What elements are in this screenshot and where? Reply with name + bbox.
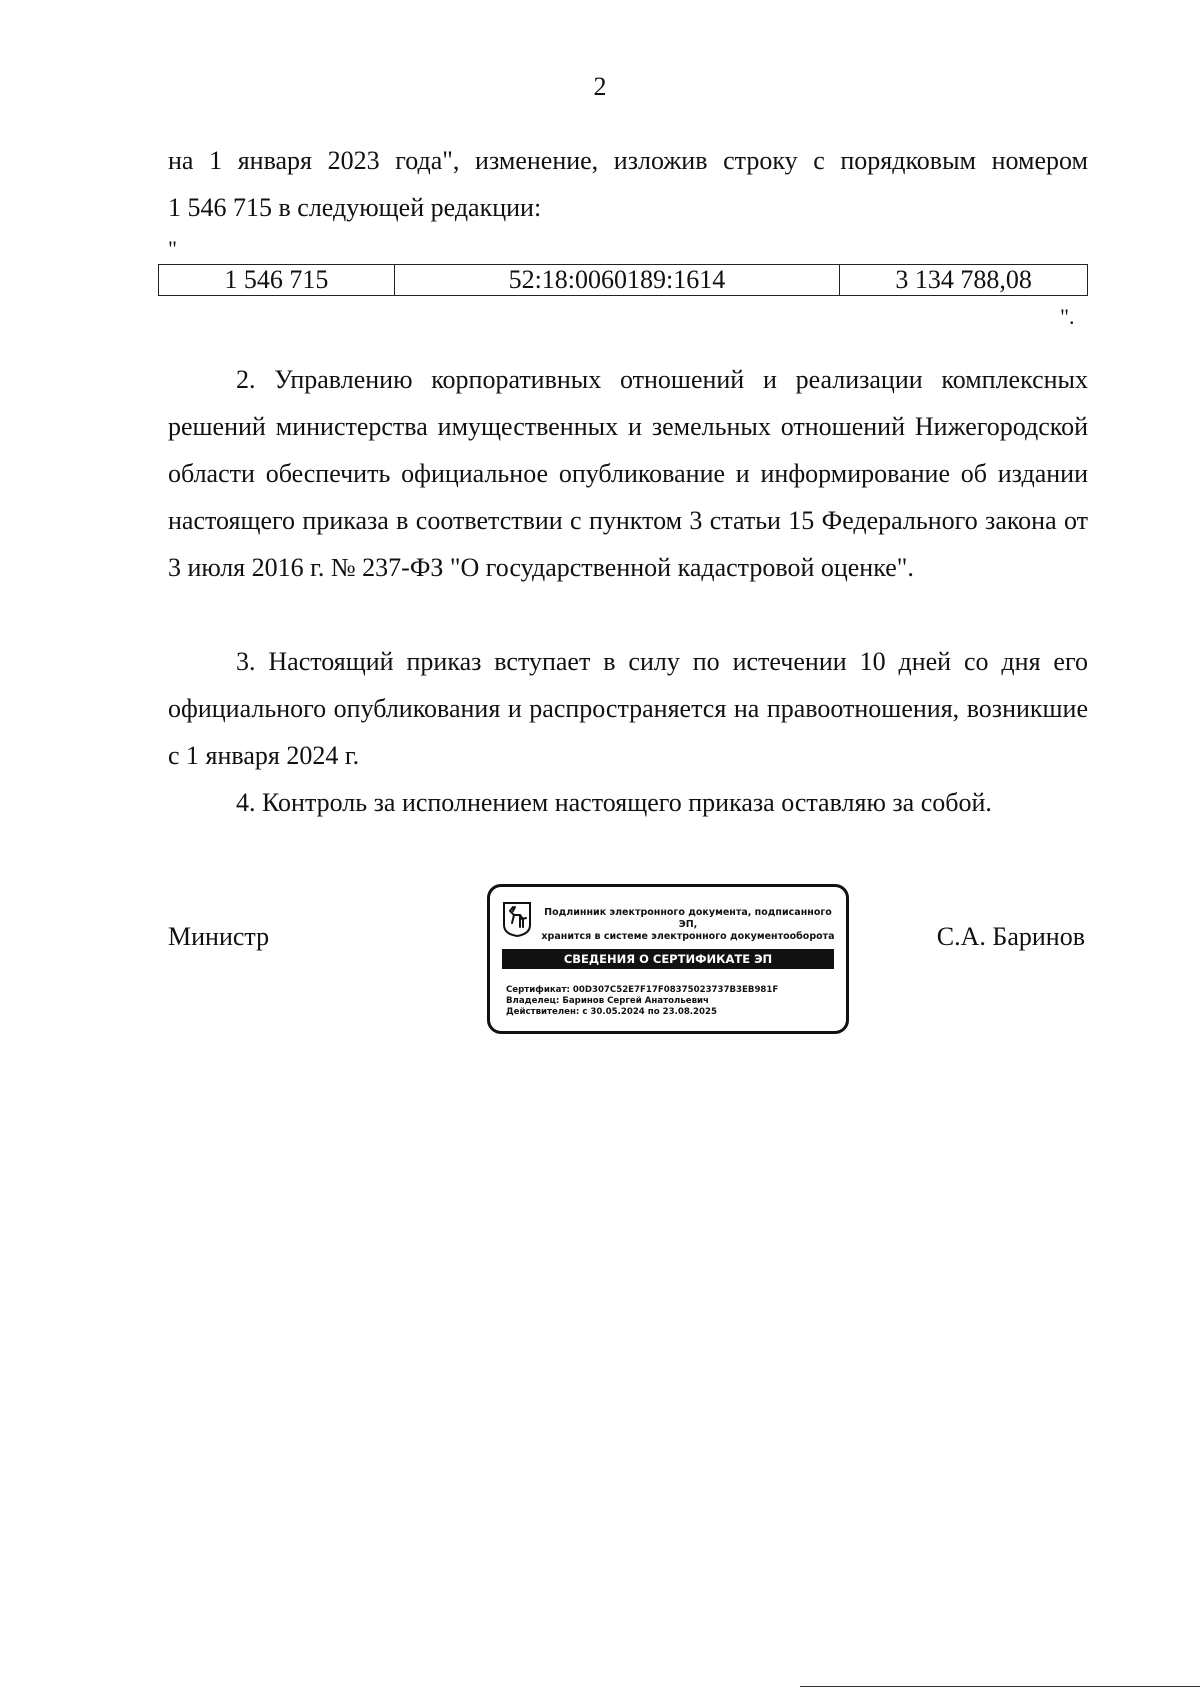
page-number: 2 xyxy=(593,72,607,101)
table-row xyxy=(159,265,1088,296)
paragraph-4: 4. Контроль за исполнением настоящего приказа оставляю за собой. xyxy=(236,788,992,817)
deer-emblem-icon xyxy=(502,901,532,937)
cadastral-number-cell: 52:18:0060189:1614 xyxy=(394,265,839,296)
stamp-header-line-2: хранится в системе электронного документооборота xyxy=(541,931,835,942)
stamp-owner: Владелец: Баринов Сергей Анатольевич xyxy=(506,996,709,1006)
cadastral-value-table xyxy=(158,264,1088,296)
intro-text xyxy=(168,137,1088,231)
signatory-position: Министр xyxy=(168,922,270,951)
electronic-signature-stamp xyxy=(487,884,849,1034)
stamp-certificate-info xyxy=(506,985,778,1018)
intro-line-1: на 1 января 2023 года", изменение, изложив строку с порядковым номером xyxy=(168,146,1088,175)
paragraph-4-block xyxy=(168,779,1088,826)
paragraph-2-block xyxy=(168,356,1088,591)
cadastral-value-cell: 3 134 788,08 xyxy=(840,265,1088,296)
paragraph-3-block xyxy=(168,638,1088,779)
bottom-divider xyxy=(800,1686,1200,1687)
signatory-name: С.А. Баринов xyxy=(936,922,1085,951)
paragraph-3: 3. Настоящий приказ вступает в силу по истечении 10 дней со дня его официального опубликования и распространяется на правоотношения, возникшие с 1 января 2024 г. xyxy=(168,647,1088,770)
close-quote: ". xyxy=(1060,304,1075,329)
stamp-validity: Действителен: с 30.05.2024 по 23.08.2025 xyxy=(506,1007,717,1017)
stamp-certificate: Сертификат: 00D307C52E7F17F08375023737B3EB981F xyxy=(506,985,779,995)
intro-line-2: 1 546 715 в следующей редакции: xyxy=(168,193,542,222)
row-number-cell: 1 546 715 xyxy=(159,265,395,296)
open-quote: " xyxy=(168,236,177,261)
stamp-header-line-1: Подлинник электронного документа, подписанного ЭП, xyxy=(544,907,832,930)
stamp-header xyxy=(538,907,838,943)
stamp-title-bar: СВЕДЕНИЯ О СЕРТИФИКАТЕ ЭП xyxy=(502,949,834,969)
paragraph-2: 2. Управлению корпоративных отношений и реализации комплексных решений министерства имущественных и земельных отношений Нижегородской области обеспечить официальное опубликование и информирование об издании настоящего приказа в соответствии с пунктом 3 статьи 15 Федерального закона от 3 июля 2016 г. № 237-ФЗ "О государственной кадастровой оценке". xyxy=(168,365,1088,582)
